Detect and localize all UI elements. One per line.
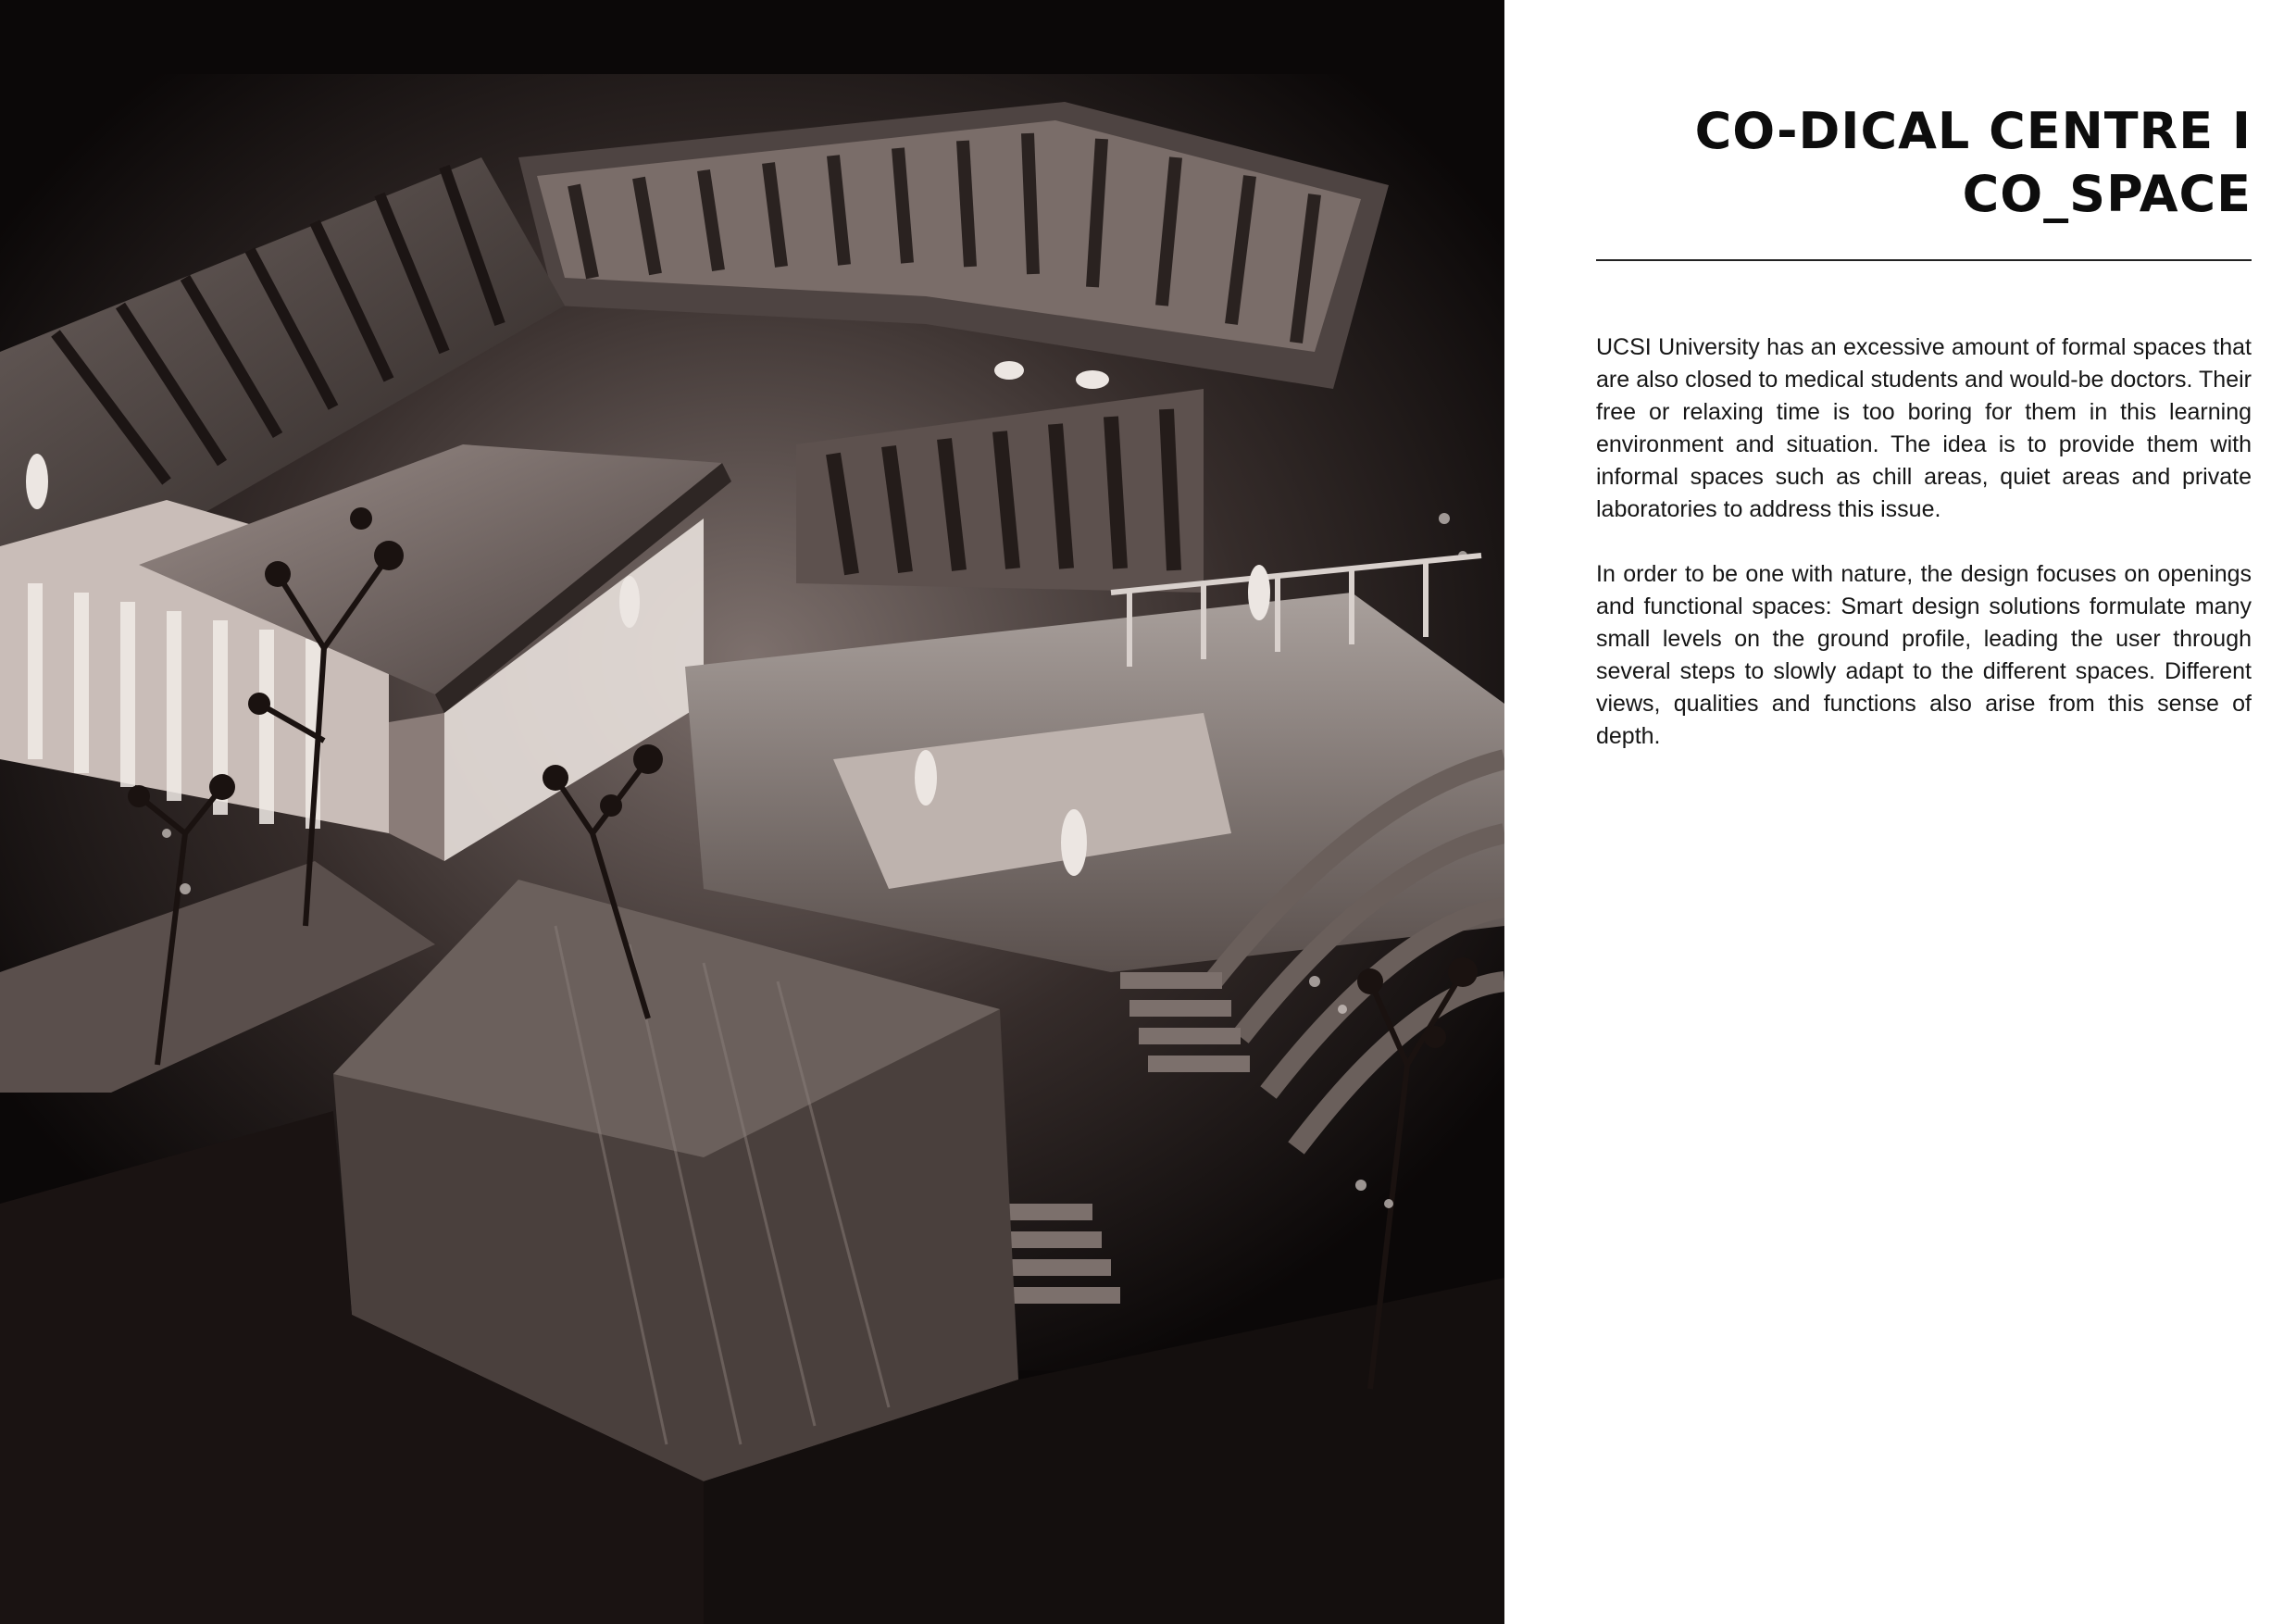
- title-line-1: CO-DICAL CENTRE I: [1694, 102, 2252, 160]
- title-line-2: CO_SPACE: [1962, 165, 2252, 223]
- title-divider: [1596, 259, 2252, 261]
- page-title: [1548, 100, 2252, 226]
- description: [1596, 331, 2252, 785]
- description-paragraph-2: In order to be one with nature, the design focuses on openings and functional spaces: Smart design solutions formulate many small levels on the ground profile, leading the user through several steps to slowly adapt to the different spaces. Different views, qualities and functions also arise from this sense of depth.: [1596, 561, 2252, 749]
- description-paragraph-1: UCSI University has an excessive amount of formal spaces that are also closed to medical students and would-be doctors. Their free or relaxing time is too boring for them in this learning environment and situation. The idea is to provide them with informal spaces such as chill areas, quiet areas and private laboratories to address this issue.: [1596, 334, 2252, 522]
- text-panel: [1504, 0, 2296, 1624]
